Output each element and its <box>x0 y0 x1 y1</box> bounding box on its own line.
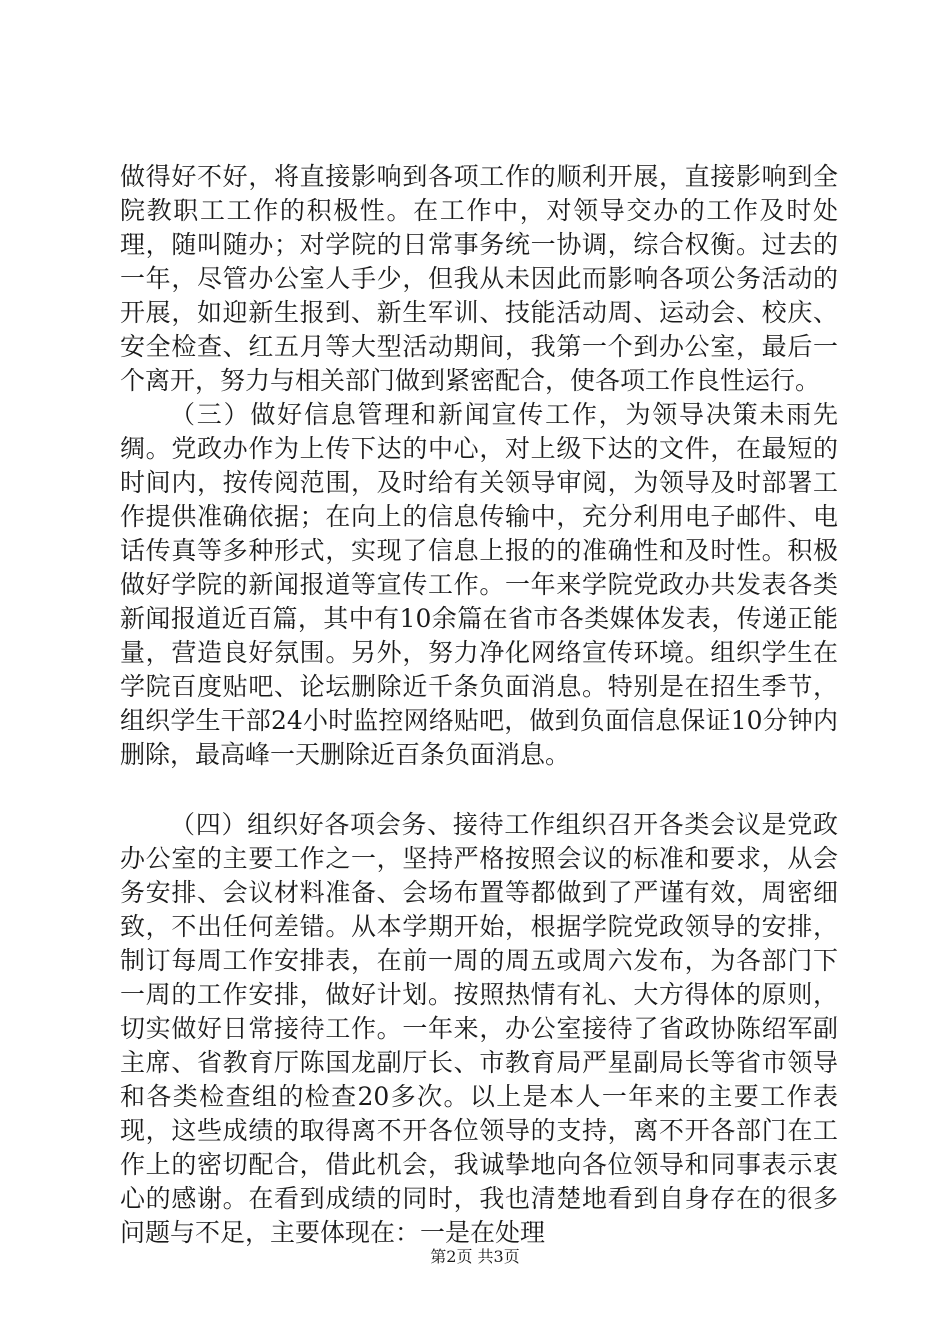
paragraph-section-3: （三）做好信息管理和新闻宣传工作，为领导决策未雨先绸。党政办作为上传下达的中心，对上级下达的文件，在最短的时间内，按传阅范围，及时给有关领导审阅，为领导及时部署工作提供准确依据；在向上的信息传输中，充分利用电子邮件、电话传真等多种形式，实现了信息上报的的准确性和及时性。积极做好学院的新闻报道等宣传工作。一年来学院党政办共发表各类新闻报道近百篇，其中有10余篇在省市各类媒体发表，传递正能量，营造良好氛围。另外，努力净化网络宣传环境。组织学生在学院百度贴吧、论坛删除近千条负面消息。特别是在招生季节，组织学生干部24小时监控网络贴吧，做到负面信息保证10分钟内删除，最高峰一天删除近百条负面消息。 <box>120 400 838 769</box>
page-number-footer: 第2页 共3页 <box>430 1247 520 1266</box>
document-body <box>120 160 838 1250</box>
paragraph-continuation: 做得好不好，将直接影响到各项工作的顺利开展，直接影响到全院教职工工作的积极性。在工作中，对领导交办的工作及时处理，随叫随办；对学院的日常事务统一协调，综合权衡。过去的一年，尽管办公室人手少，但我从未因此而影响各项公务活动的开展，如迎新生报到、新生军训、技能活动周、运动会、校庆、安全检查、红五月等大型活动期间，我第一个到办公室，最后一个离开，努力与相关部门做到紧密配合，使各项工作良性运行。 <box>120 162 838 395</box>
paragraph-section-4: （四）组织好各项会务、接待工作组织召开各类会议是党政办公室的主要工作之一，坚持严格按照会议的标准和要求，从会务安排、会议材料准备、会场布置等都做到了严谨有效，周密细致，不出任何差错。从本学期开始，根据学院党政领导的安排，制订每周工作安排表，在前一周的周五或周六发布，为各部门下一周的工作安排，做好计划。按照热情有礼、大方得体的原则，切实做好日常接待工作。一年来，办公室接待了省政协陈绍军副主席、省教育厅陈国龙副厅长、市教育局严星副局长等省市领导和各类检查组的检查20多次。以上是本人一年来的主要工作表现，这些成绩的取得离不开各位领导的支持，离不开各部门在工作上的密切配合，借此机会，我诚挚地向各位领导和同事表示衷心的感谢。在看到成绩的同时，我也清楚地看到自身存在的很多问题与不足，主要体现在：一是在处理 <box>120 810 838 1247</box>
